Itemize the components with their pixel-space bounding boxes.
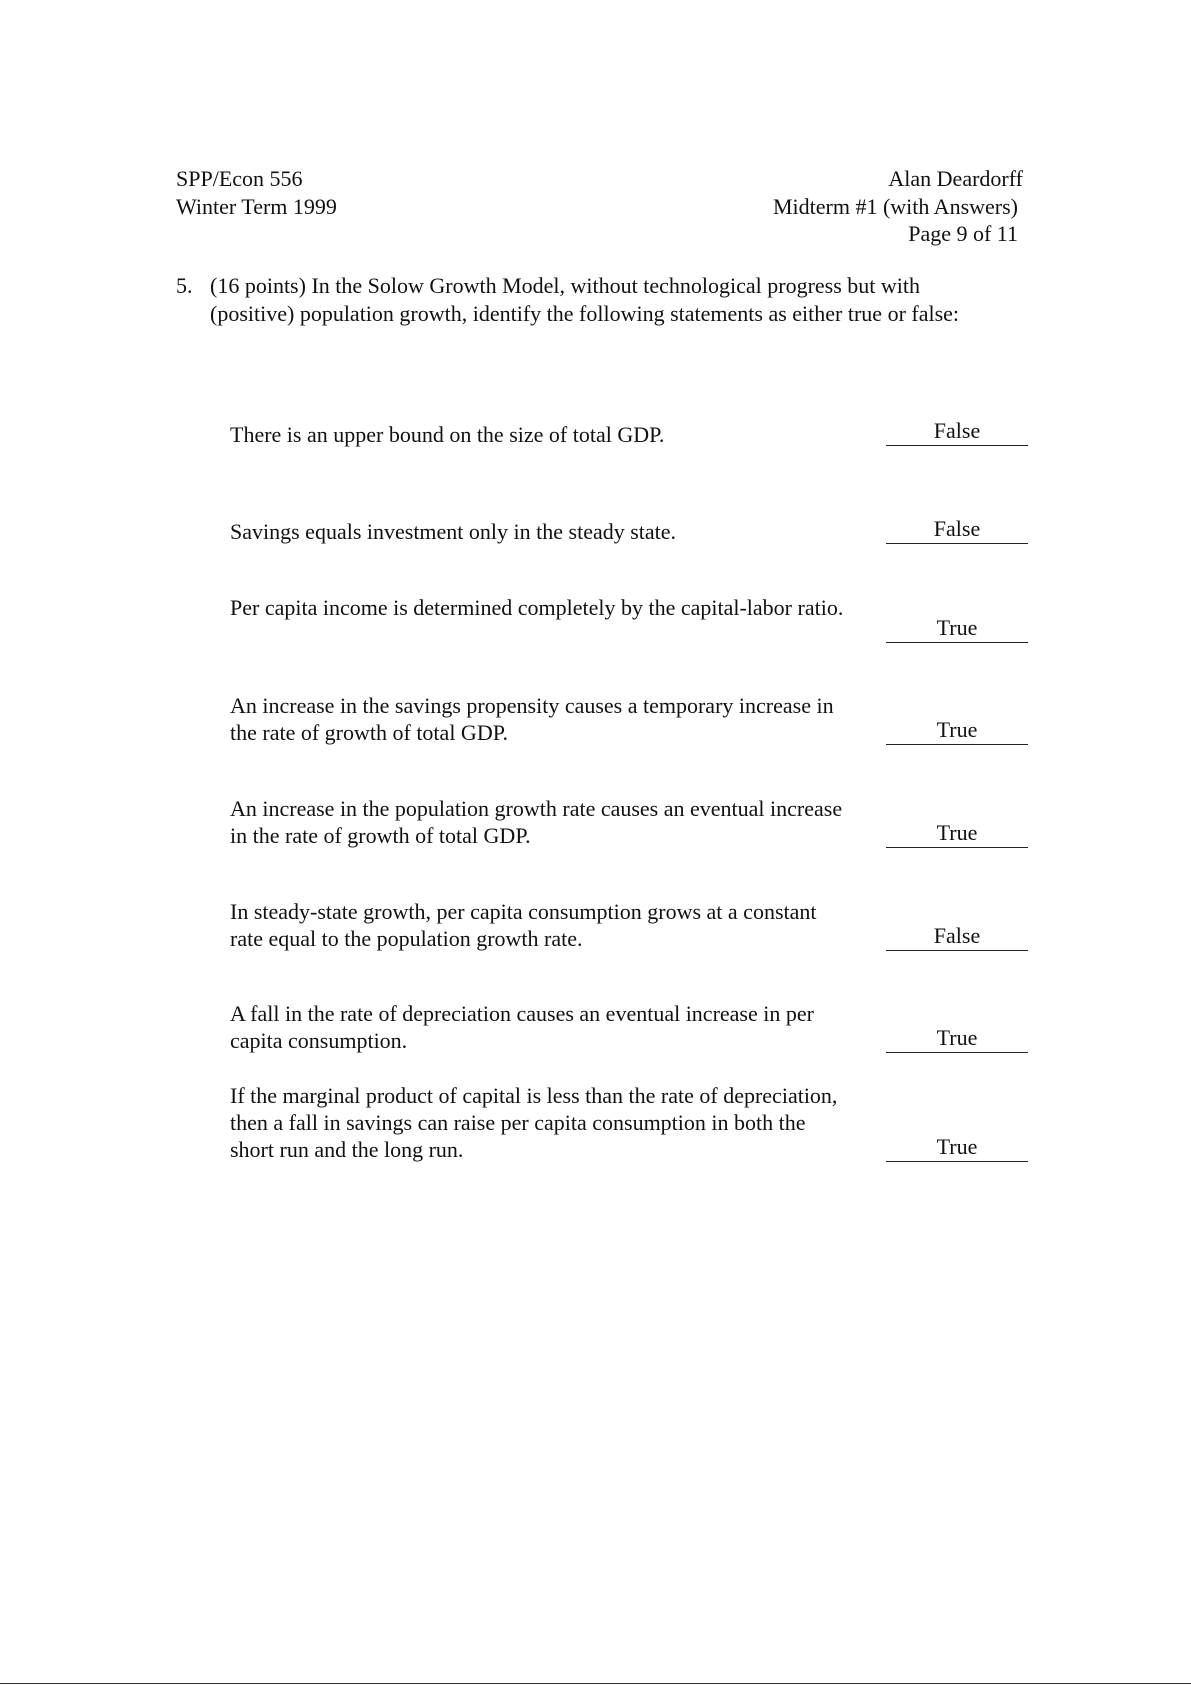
statement-line: A fall in the rate of depreciation causes an eventual increase in per: [230, 1001, 814, 1026]
bottom-edge-rule: [0, 1683, 1191, 1684]
answer-blank-7: [886, 1022, 1028, 1053]
statement-line: An increase in the population growth rate causes an eventual increase: [230, 796, 843, 821]
author-label: Alan Deardorff: [888, 166, 1023, 191]
answer-text: False: [933, 923, 981, 948]
question-prompt-line1: (16 points) In the Solow Growth Model, without technological progress but with: [210, 273, 921, 298]
answer-text: True: [936, 1025, 978, 1050]
answer-blank-8: [886, 1131, 1028, 1162]
course-label: SPP/Econ 556: [176, 166, 303, 191]
statement-line: short run and the long run.: [230, 1137, 464, 1162]
answer-blank-6: [886, 920, 1028, 951]
statement-line: in the rate of growth of total GDP.: [230, 823, 531, 848]
exam-title: Midterm #1 (with Answers): [772, 194, 1018, 219]
statement-line: An increase in the savings propensity causes a temporary increase in: [230, 693, 834, 718]
answer-text: False: [933, 516, 981, 541]
statement-4: [230, 692, 880, 746]
statement-line: the rate of growth of total GDP.: [230, 720, 508, 745]
answer-blank-3: [886, 612, 1028, 643]
term-label: Winter Term 1999: [176, 194, 337, 219]
statement-line: There is an upper bound on the size of total GDP.: [230, 422, 665, 447]
answer-text: True: [936, 820, 978, 845]
statement-8: [230, 1082, 880, 1163]
statement-line: Savings equals investment only in the steady state.: [230, 519, 677, 544]
answer-text: False: [933, 418, 981, 443]
statement-line: then a fall in savings can raise per capita consumption in both the: [230, 1110, 806, 1135]
answer-blank-4: [886, 714, 1028, 745]
answer-blank-2: [886, 513, 1028, 544]
question-prompt-line2: (positive) population growth, identify the following statements as either true or false:: [210, 301, 960, 326]
answer-blank-1: [886, 415, 1028, 446]
statement-line: Per capita income is determined completely by the capital-labor ratio.: [230, 595, 844, 620]
answer-text: True: [936, 717, 978, 742]
statement-2: [230, 518, 880, 545]
statement-7: [230, 1000, 880, 1054]
statement-line: rate equal to the population growth rate.: [230, 926, 583, 951]
statement-3: [230, 594, 880, 621]
statement-line: capita consumption.: [230, 1028, 408, 1053]
question-number: 5.: [176, 273, 193, 298]
statement-6: [230, 898, 880, 952]
answer-blank-5: [886, 817, 1028, 848]
answer-text: True: [936, 615, 978, 640]
statement-line: In steady-state growth, per capita consumption grows at a constant: [230, 899, 817, 924]
answer-text: True: [936, 1134, 978, 1159]
statement-1: [230, 421, 880, 448]
statement-line: If the marginal product of capital is less than the rate of depreciation,: [230, 1083, 838, 1108]
page-number: Page 9 of 11: [908, 221, 1018, 246]
statement-5: [230, 795, 880, 849]
